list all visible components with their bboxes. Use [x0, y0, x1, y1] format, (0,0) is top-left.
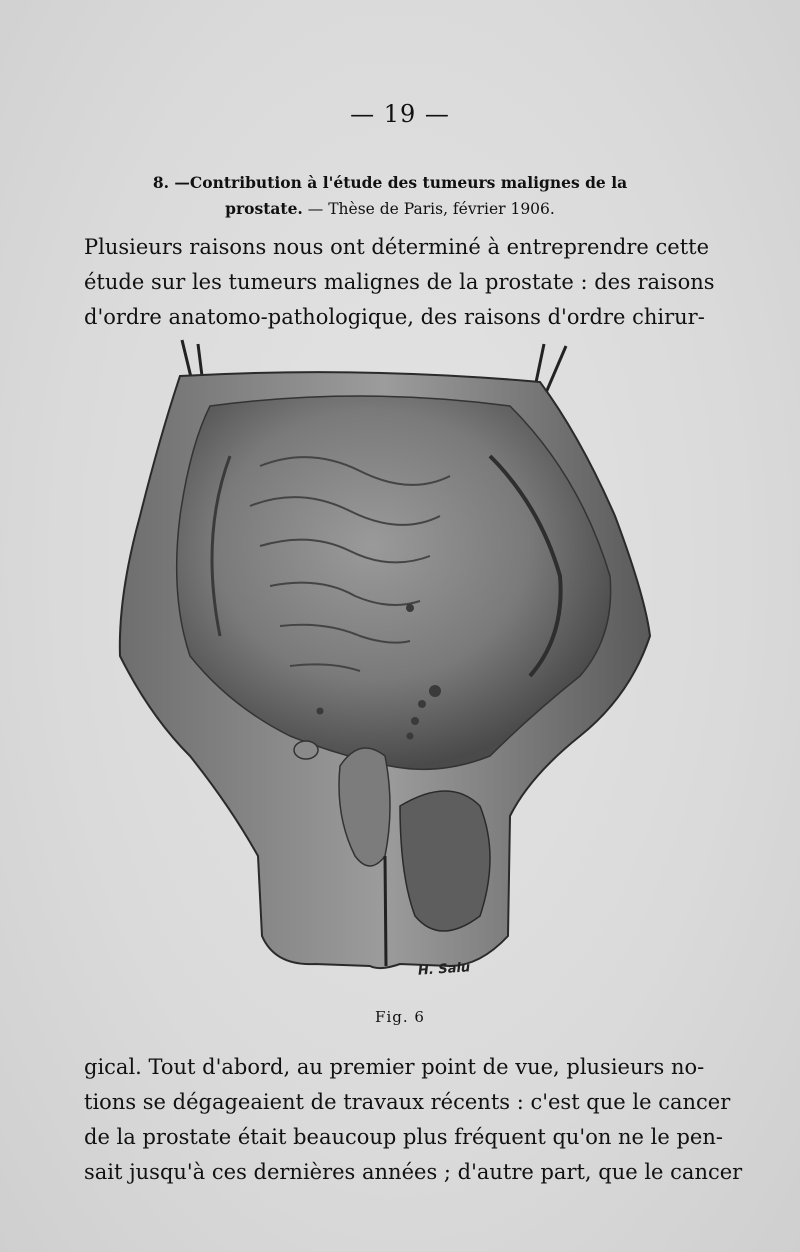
bibliography-entry [110, 170, 670, 222]
text-line: de la prostate était beaucoup plus fréquent qu'on ne le pen- [84, 1125, 723, 1149]
text-line: gical. Tout d'abord, au premier point de vue, plusieurs no- [84, 1055, 705, 1079]
entry-source: — Thèse de Paris, février 1906. [302, 200, 555, 218]
illustrator-signature: H. Salu [417, 960, 471, 979]
entry-title-line: 8. —Contribution à l'étude des tumeurs malignes de la [152, 173, 628, 192]
figure-caption: Fig. 6 [375, 1008, 425, 1026]
text-line: sait jusqu'à ces dernières années ; d'autre part, que le cancer [84, 1160, 743, 1184]
paragraph-top [84, 230, 715, 335]
page-number: — 19 — [350, 100, 450, 128]
entry-source-line [110, 196, 670, 222]
paragraph-bottom [84, 1050, 743, 1190]
text-line: d'ordre anatomo-pathologique, des raisons d'ordre chirur- [84, 305, 705, 329]
text-line: tions se dégageaient de travaux récents : c'est que le cancer [84, 1090, 731, 1114]
anatomical-illustration [110, 336, 670, 986]
text-line: Plusieurs raisons nous ont déterminé à entreprendre cette [84, 235, 710, 259]
text-line: étude sur les tumeurs malignes de la prostate : des raisons [84, 270, 715, 294]
entry-title-end: prostate. [225, 199, 303, 218]
